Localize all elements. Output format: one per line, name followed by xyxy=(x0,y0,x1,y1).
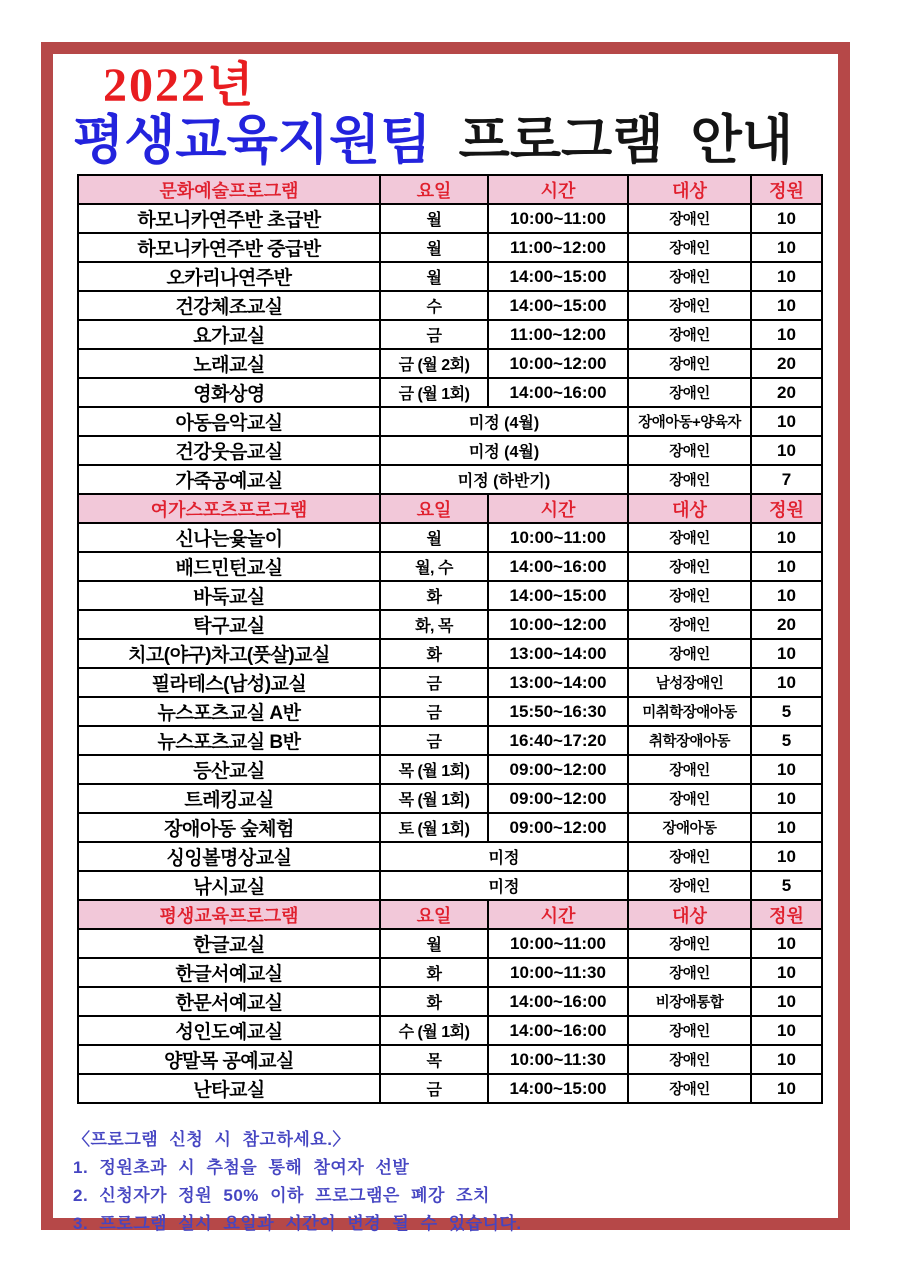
time-cell: 14:00~15:00 xyxy=(488,581,628,610)
program-cell: 하모니카연주반 중급반 xyxy=(78,233,380,262)
day-cell: 화 xyxy=(380,639,488,668)
time-cell: 10:00~11:30 xyxy=(488,958,628,987)
table-row xyxy=(78,407,822,436)
note-heading: 〈프로그램 신청 시 참고하세요.〉 xyxy=(73,1130,350,1150)
target-cell: 장애인 xyxy=(628,378,751,407)
capacity-cell: 10 xyxy=(751,233,822,262)
program-cell: 장애아동 숲체험 xyxy=(78,813,380,842)
target-cell: 장애인 xyxy=(628,1045,751,1074)
program-cell: 한글서예교실 xyxy=(78,958,380,987)
program-table-body xyxy=(78,175,822,1103)
table-row xyxy=(78,842,822,871)
section-header-row xyxy=(78,494,822,523)
program-cell: 영화상영 xyxy=(78,378,380,407)
section-title-cell: 평생교육프로그램 xyxy=(78,900,380,929)
time-cell: 16:40~17:20 xyxy=(488,726,628,755)
day-cell: 월 xyxy=(380,929,488,958)
target-cell: 장애인 xyxy=(628,581,751,610)
time-cell: 10:00~12:00 xyxy=(488,610,628,639)
target-cell: 장애인 xyxy=(628,871,751,900)
day-time-cell: 미정 (4월) xyxy=(380,436,628,465)
capacity-cell: 10 xyxy=(751,813,822,842)
capacity-cell: 10 xyxy=(751,784,822,813)
program-table xyxy=(77,174,823,1104)
program-cell: 아동음악교실 xyxy=(78,407,380,436)
day-cell: 금 xyxy=(380,697,488,726)
table-row xyxy=(78,204,822,233)
day-cell: 화 xyxy=(380,958,488,987)
time-cell: 14:00~16:00 xyxy=(488,987,628,1016)
table-row xyxy=(78,697,822,726)
target-cell: 장애인 xyxy=(628,639,751,668)
capacity-cell: 10 xyxy=(751,639,822,668)
day-cell: 월, 수 xyxy=(380,552,488,581)
table-row xyxy=(78,291,822,320)
time-cell: 09:00~12:00 xyxy=(488,755,628,784)
target-cell: 장애인 xyxy=(628,262,751,291)
table-row xyxy=(78,755,822,784)
table-row xyxy=(78,668,822,697)
target-cell: 장애인 xyxy=(628,204,751,233)
program-cell: 건강체조교실 xyxy=(78,291,380,320)
table-row xyxy=(78,987,822,1016)
table-row xyxy=(78,1016,822,1045)
capacity-cell: 5 xyxy=(751,726,822,755)
time-cell: 14:00~15:00 xyxy=(488,291,628,320)
day-cell: 수 xyxy=(380,291,488,320)
capacity-cell: 10 xyxy=(751,755,822,784)
table-row xyxy=(78,320,822,349)
day-cell: 화, 목 xyxy=(380,610,488,639)
capacity-cell: 20 xyxy=(751,378,822,407)
day-cell: 금 xyxy=(380,668,488,697)
table-row xyxy=(78,378,822,407)
target-cell: 장애인 xyxy=(628,523,751,552)
table-row xyxy=(78,1074,822,1103)
day-cell: 금 xyxy=(380,726,488,755)
target-cell: 장애인 xyxy=(628,842,751,871)
section-header-row xyxy=(78,175,822,204)
day-time-cell: 미정 xyxy=(380,871,628,900)
day-cell: 목 (월 1회) xyxy=(380,755,488,784)
time-cell: 10:00~12:00 xyxy=(488,349,628,378)
table-row xyxy=(78,349,822,378)
table-row xyxy=(78,523,822,552)
col-header-target: 대상 xyxy=(628,900,751,929)
target-cell: 장애인 xyxy=(628,784,751,813)
table-row xyxy=(78,726,822,755)
capacity-cell: 10 xyxy=(751,1045,822,1074)
day-cell: 토 (월 1회) xyxy=(380,813,488,842)
capacity-cell: 10 xyxy=(751,407,822,436)
program-cell: 뉴스포츠교실 A반 xyxy=(78,697,380,726)
note-item: 3. 프로그램 실시 요일과 시간이 변경 될 수 있습니다. xyxy=(73,1214,522,1234)
program-cell: 낚시교실 xyxy=(78,871,380,900)
day-cell: 월 xyxy=(380,233,488,262)
capacity-cell: 10 xyxy=(751,1016,822,1045)
day-time-cell: 미정 xyxy=(380,842,628,871)
col-header-day: 요일 xyxy=(380,494,488,523)
table-row xyxy=(78,871,822,900)
program-cell: 성인도예교실 xyxy=(78,1016,380,1045)
section-title-cell: 여가스포츠프로그램 xyxy=(78,494,380,523)
program-cell: 오카리나연주반 xyxy=(78,262,380,291)
capacity-cell: 20 xyxy=(751,349,822,378)
time-cell: 14:00~16:00 xyxy=(488,552,628,581)
day-cell: 월 xyxy=(380,523,488,552)
target-cell: 장애아동+양육자 xyxy=(628,407,751,436)
program-cell: 바둑교실 xyxy=(78,581,380,610)
time-cell: 13:00~14:00 xyxy=(488,668,628,697)
program-cell: 건강웃음교실 xyxy=(78,436,380,465)
col-header-capacity: 정원 xyxy=(751,494,822,523)
program-cell: 한문서예교실 xyxy=(78,987,380,1016)
time-cell: 10:00~11:00 xyxy=(488,929,628,958)
program-cell: 치고(야구)차고(풋살)교실 xyxy=(78,639,380,668)
program-cell: 가죽공예교실 xyxy=(78,465,380,494)
table-row xyxy=(78,784,822,813)
table-row xyxy=(78,639,822,668)
title-main xyxy=(73,112,838,170)
table-row xyxy=(78,958,822,987)
capacity-cell: 10 xyxy=(751,523,822,552)
program-cell: 트레킹교실 xyxy=(78,784,380,813)
day-cell: 월 xyxy=(380,262,488,291)
day-cell: 목 (월 1회) xyxy=(380,784,488,813)
target-cell: 취학장애아동 xyxy=(628,726,751,755)
time-cell: 10:00~11:00 xyxy=(488,523,628,552)
day-cell: 금 (월 2회) xyxy=(380,349,488,378)
col-header-day: 요일 xyxy=(380,175,488,204)
section-header-row xyxy=(78,900,822,929)
target-cell: 장애인 xyxy=(628,349,751,378)
capacity-cell: 5 xyxy=(751,697,822,726)
notes xyxy=(73,1126,838,1238)
table-row xyxy=(78,929,822,958)
program-cell: 한글교실 xyxy=(78,929,380,958)
capacity-cell: 10 xyxy=(751,842,822,871)
capacity-cell: 10 xyxy=(751,1074,822,1103)
day-cell: 월 xyxy=(380,204,488,233)
day-cell: 금 xyxy=(380,320,488,349)
target-cell: 장애아동 xyxy=(628,813,751,842)
table-row xyxy=(78,552,822,581)
time-cell: 14:00~15:00 xyxy=(488,1074,628,1103)
program-cell: 탁구교실 xyxy=(78,610,380,639)
program-table-wrap xyxy=(77,174,838,1104)
program-cell: 필라테스(남성)교실 xyxy=(78,668,380,697)
col-header-target: 대상 xyxy=(628,175,751,204)
table-row xyxy=(78,233,822,262)
col-header-capacity: 정원 xyxy=(751,175,822,204)
target-cell: 남성장애인 xyxy=(628,668,751,697)
col-header-time: 시간 xyxy=(488,900,628,929)
program-cell: 등산교실 xyxy=(78,755,380,784)
target-cell: 장애인 xyxy=(628,233,751,262)
program-cell: 양말목 공예교실 xyxy=(78,1045,380,1074)
section-title-cell: 문화예술프로그램 xyxy=(78,175,380,204)
col-header-day: 요일 xyxy=(380,900,488,929)
time-cell: 15:50~16:30 xyxy=(488,697,628,726)
target-cell: 장애인 xyxy=(628,552,751,581)
day-time-cell: 미정 (하반기) xyxy=(380,465,628,494)
program-cell: 싱잉볼명상교실 xyxy=(78,842,380,871)
capacity-cell: 10 xyxy=(751,262,822,291)
time-cell: 14:00~16:00 xyxy=(488,1016,628,1045)
capacity-cell: 10 xyxy=(751,436,822,465)
program-cell: 노래교실 xyxy=(78,349,380,378)
time-cell: 09:00~12:00 xyxy=(488,813,628,842)
page-border-frame xyxy=(41,42,850,1234)
target-cell: 장애인 xyxy=(628,291,751,320)
day-time-cell: 미정 (4월) xyxy=(380,407,628,436)
day-cell: 수 (월 1회) xyxy=(380,1016,488,1045)
capacity-cell: 7 xyxy=(751,465,822,494)
table-row xyxy=(78,610,822,639)
target-cell: 장애인 xyxy=(628,929,751,958)
target-cell: 장애인 xyxy=(628,320,751,349)
program-cell: 요가교실 xyxy=(78,320,380,349)
target-cell: 장애인 xyxy=(628,610,751,639)
capacity-cell: 10 xyxy=(751,929,822,958)
note-item: 2. 신청자가 정원 50% 이하 프로그램은 폐강 조치 xyxy=(73,1186,490,1206)
time-cell: 14:00~15:00 xyxy=(488,262,628,291)
target-cell: 장애인 xyxy=(628,465,751,494)
table-row xyxy=(78,262,822,291)
title-year: 2022년 xyxy=(103,59,256,112)
time-cell: 14:00~16:00 xyxy=(488,378,628,407)
time-cell: 10:00~11:30 xyxy=(488,1045,628,1074)
col-header-capacity: 정원 xyxy=(751,900,822,929)
table-row xyxy=(78,465,822,494)
capacity-cell: 10 xyxy=(751,958,822,987)
program-cell: 배드민턴교실 xyxy=(78,552,380,581)
time-cell: 09:00~12:00 xyxy=(488,784,628,813)
program-cell: 하모니카연주반 초급반 xyxy=(78,204,380,233)
program-cell: 뉴스포츠교실 B반 xyxy=(78,726,380,755)
table-row xyxy=(78,813,822,842)
target-cell: 장애인 xyxy=(628,1074,751,1103)
day-cell: 금 (월 1회) xyxy=(380,378,488,407)
target-cell: 장애인 xyxy=(628,755,751,784)
table-row xyxy=(78,1045,822,1074)
target-cell: 비장애통합 xyxy=(628,987,751,1016)
capacity-cell: 10 xyxy=(751,581,822,610)
day-cell: 목 xyxy=(380,1045,488,1074)
capacity-cell: 10 xyxy=(751,987,822,1016)
target-cell: 미취학장애아동 xyxy=(628,697,751,726)
title-rest: 프로그램 안내 xyxy=(458,111,794,170)
target-cell: 장애인 xyxy=(628,436,751,465)
day-cell: 금 xyxy=(380,1074,488,1103)
note-item: 1. 정원초과 시 추첨을 통해 참여자 선발 xyxy=(73,1158,410,1178)
time-cell: 11:00~12:00 xyxy=(488,320,628,349)
day-cell: 화 xyxy=(380,987,488,1016)
time-cell: 13:00~14:00 xyxy=(488,639,628,668)
col-header-time: 시간 xyxy=(488,494,628,523)
capacity-cell: 20 xyxy=(751,610,822,639)
capacity-cell: 10 xyxy=(751,320,822,349)
capacity-cell: 10 xyxy=(751,204,822,233)
day-cell: 화 xyxy=(380,581,488,610)
col-header-target: 대상 xyxy=(628,494,751,523)
capacity-cell: 10 xyxy=(751,291,822,320)
target-cell: 장애인 xyxy=(628,1016,751,1045)
capacity-cell: 5 xyxy=(751,871,822,900)
time-cell: 11:00~12:00 xyxy=(488,233,628,262)
capacity-cell: 10 xyxy=(751,668,822,697)
capacity-cell: 10 xyxy=(751,552,822,581)
time-cell: 10:00~11:00 xyxy=(488,204,628,233)
program-cell: 신나는윷놀이 xyxy=(78,523,380,552)
table-row xyxy=(78,581,822,610)
title-team: 평생교육지원팀 xyxy=(73,111,432,170)
table-row xyxy=(78,436,822,465)
col-header-time: 시간 xyxy=(488,175,628,204)
program-cell: 난타교실 xyxy=(78,1074,380,1103)
target-cell: 장애인 xyxy=(628,958,751,987)
